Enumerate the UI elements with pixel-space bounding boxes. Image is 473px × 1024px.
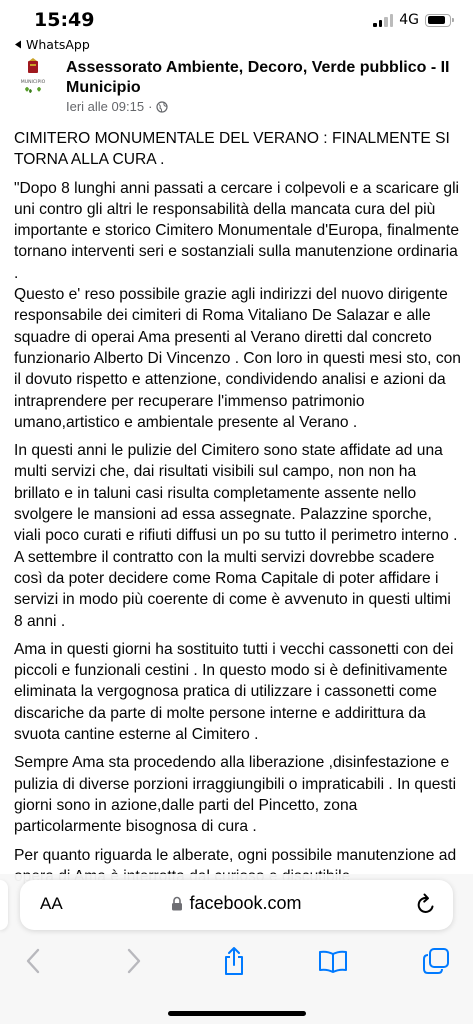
post-paragraph: "Dopo 8 lunghi anni passati a cercare i colpevoli e a scaricare gli uni contro gli altri le responsabilità della mancata cura del più importante e storico Cimitero Monumentale d'Europa, finalmente tornano interventi seri e sostanziali sulla manutenzione ordinaria . Questo e' reso possibile grazie agli indirizzi del nuovo dirigente responsabile dei cimiteri di Roma Vitaliano De Salazar e alle squadre di operai Ama presenti al Verano diretti dal concreto funzionario Alberto Di Vincenzo . Con loro in questi mesi sto, con il dovuto rispetto e attenzione, condividendo analisi e azioni da intraprendere per recuperare l'immenso patrimonio umano,artistico e ambientale presente al Verano . xyxy=(14,179,461,431)
avatar[interactable] xyxy=(14,58,52,104)
post-author-name[interactable]: Assessorato Ambiente, Decoro, Verde pubblico - II Municipio xyxy=(66,59,450,96)
aa-label: AA xyxy=(40,894,63,913)
post-timestamp[interactable]: Ieri alle 09:15 xyxy=(66,99,145,114)
bookmarks-button[interactable] xyxy=(313,944,353,978)
post-paragraph: Per quanto riguarda le alberate, ogni possibile manutenzione ad xyxy=(14,846,457,864)
logo-text: MUNICIPIO xyxy=(20,80,46,85)
share-button[interactable] xyxy=(214,944,254,978)
forward-button[interactable] xyxy=(114,944,154,978)
home-indicator xyxy=(168,1011,306,1016)
browser-toolbar xyxy=(0,936,473,1024)
post-paragraph: Ama in questi giorni ha sostituito tutti i vecchi cassonetti con dei piccoli e funzionali cestini . In questo modo si è definitivamente eliminata la vergognosa pratica di utilizzare i cassonetti come discariche da parte di molte persone interne e addirittura da svuota cantine esterne al Cimitero . xyxy=(14,640,454,744)
back-app-label: WhatsApp xyxy=(26,37,90,52)
status-time: 15:49 xyxy=(34,9,95,31)
post-header xyxy=(14,58,464,118)
post-meta xyxy=(66,99,168,114)
address-bar-area xyxy=(0,874,473,936)
globe-icon xyxy=(156,101,168,113)
post-paragraph: Sempre Ama sta procedendo alla liberazione ,disinfestazione e pulizia di diverse porzioni irraggiungibili o impraticabili . In questi giorni sono in azione,dalle parti del Pincetto, zona particolarmente bisognosa di cura . xyxy=(14,754,457,836)
tabs-button[interactable] xyxy=(416,944,456,978)
lock-icon xyxy=(171,896,183,911)
separator-dot: · xyxy=(148,99,153,114)
previous-tab-peek[interactable] xyxy=(0,880,8,930)
reload-button[interactable] xyxy=(415,892,437,921)
chevron-right-icon xyxy=(126,948,142,974)
url-text: facebook.com xyxy=(189,893,302,913)
back-triangle-icon xyxy=(14,40,22,49)
address-bar[interactable] xyxy=(20,880,453,930)
post-paragraph: CIMITERO MONUMENTALE DEL VERANO : FINALMENTE SI TORNA ALLA CURA . xyxy=(14,130,450,169)
status-indicators xyxy=(373,12,451,28)
book-icon xyxy=(318,949,348,973)
tabs-icon xyxy=(422,947,450,975)
battery-icon xyxy=(425,14,451,27)
municipio-logo-icon xyxy=(14,58,52,104)
post-paragraph: In questi anni le pulizie del Cimitero sono state affidate ad una multi servizi che, dai risultati visibili sul campo, non non ha brillato e in taluni casi risulta completamente assente nello svolgere le mansioni ad essa assegnate. Palazzine sporche, viali poco curati e rifiuti diffusi un po su tutto il perimetro interno . A settembre il contratto con la multi servizi dovrebbe scadere così da poter decidere come Roma Capitale di poter affidare i servizi in modo più coerente di come è avvenuto in questi ultimi 8 anni . xyxy=(14,442,458,630)
battery-level xyxy=(428,16,446,24)
chevron-left-icon xyxy=(25,948,41,974)
back-button[interactable] xyxy=(13,944,53,978)
url-field[interactable] xyxy=(20,893,453,914)
cellular-signal-icon xyxy=(373,14,393,27)
back-to-app-button[interactable] xyxy=(14,37,90,52)
network-type: 4G xyxy=(399,12,419,28)
post-body xyxy=(14,128,462,873)
share-icon xyxy=(222,946,246,976)
status-bar xyxy=(0,0,473,36)
reload-icon xyxy=(415,892,437,916)
